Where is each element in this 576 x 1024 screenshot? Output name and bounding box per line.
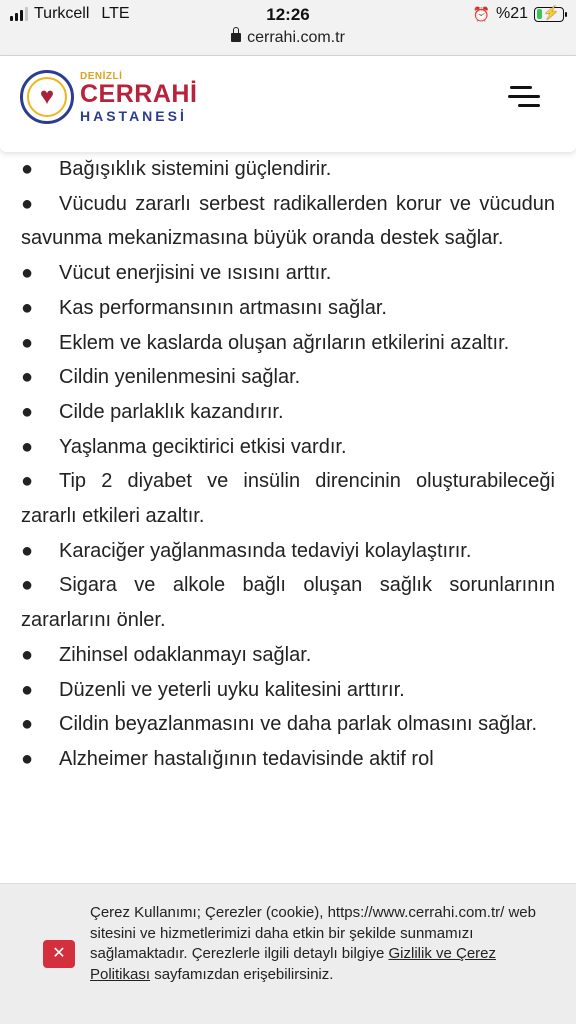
bullet-icon: ● bbox=[21, 435, 34, 458]
privacy-policy-link[interactable]: Gizlilik ve Çerez Politikası bbox=[90, 945, 497, 983]
battery-percentage: %21 bbox=[495, 5, 528, 22]
benefits-list bbox=[21, 152, 555, 777]
cookie-text-before: Çerez Kullanımı; Çerezler (cookie), https://www.cerrahi.com.tr/ web sitesini ve hizmetlerimizi daha etkin bir şekilde sunmamızı sağlamaktadır. Çerezlerle ilgili detaylı bilgiye bbox=[90, 904, 536, 962]
list-item bbox=[21, 534, 555, 569]
site-logo[interactable] bbox=[20, 70, 197, 124]
bullet-icon: ● bbox=[21, 262, 34, 285]
list-item bbox=[21, 464, 555, 533]
list-item-text: Yaşlanma geciktirici etkisi vardır. bbox=[59, 435, 347, 458]
status-icons bbox=[473, 5, 564, 23]
alarm-icon: ⏰ bbox=[472, 5, 490, 22]
charging-bolt-icon: ⚡ bbox=[543, 4, 560, 20]
heart-icon: ♥ bbox=[39, 83, 55, 110]
site-header bbox=[0, 56, 576, 152]
hospital-seal-icon bbox=[20, 70, 74, 124]
list-item-text: Kas performansının artmasını sağlar. bbox=[59, 296, 387, 319]
list-item bbox=[21, 360, 555, 395]
cookie-banner bbox=[0, 883, 576, 1024]
bullet-icon: ● bbox=[21, 713, 34, 736]
list-item bbox=[21, 326, 555, 361]
bullet-icon: ● bbox=[21, 158, 34, 180]
list-item-text: Cildin yenilenmesini sağlar. bbox=[59, 366, 301, 389]
network-type: LTE bbox=[101, 5, 130, 22]
list-item bbox=[21, 187, 555, 256]
list-item-text: Karaciğer yağlanmasında tedaviyi kolaylaştırır. bbox=[59, 539, 472, 562]
logo-subtitle: HASTANESİ bbox=[80, 107, 187, 124]
list-item-text: Vücudu zararlı serbest radikallerden korur ve vücudun savunma mekanizmasına büyük oranda destek sağlar. bbox=[21, 192, 555, 250]
list-item bbox=[21, 638, 555, 673]
bullet-icon: ● bbox=[21, 296, 34, 319]
bullet-icon: ● bbox=[21, 747, 34, 770]
list-item bbox=[21, 430, 555, 465]
list-item-text: Tip 2 diyabet ve insülin direncinin oluşturabileceği zararlı etkileri azaltır. bbox=[21, 470, 555, 528]
cookie-text-after: sayfamızdan erişebilirsiniz. bbox=[150, 965, 334, 983]
bullet-icon: ● bbox=[21, 192, 34, 215]
list-item bbox=[21, 256, 555, 291]
list-item-text: Zihinsel odaklanmayı sağlar. bbox=[59, 643, 312, 666]
article-content bbox=[21, 152, 555, 777]
status-bar bbox=[0, 0, 576, 56]
list-item bbox=[21, 673, 555, 708]
list-item bbox=[21, 568, 555, 637]
battery-icon bbox=[534, 4, 564, 22]
list-item bbox=[21, 395, 555, 430]
url-text: cerrahi.com.tr bbox=[247, 29, 345, 46]
battery-fill bbox=[537, 9, 542, 19]
list-item-text: Alzheimer hastalığının tedavisinde aktif rol bbox=[59, 747, 434, 770]
logo-name: CERRAHİ bbox=[80, 79, 198, 108]
bullet-icon: ● bbox=[21, 643, 34, 666]
list-item-text: Eklem ve kaslarda oluşan ağrıların etkilerini azaltır. bbox=[59, 331, 510, 354]
list-item-text: Vücut enerjisini ve ısısını arttır. bbox=[59, 262, 332, 285]
bullet-icon: ● bbox=[21, 400, 34, 423]
list-item bbox=[21, 291, 555, 326]
logo-wordmark bbox=[80, 72, 197, 123]
lock-icon bbox=[231, 33, 241, 42]
bullet-icon: ● bbox=[21, 574, 34, 597]
list-item-text: Cilde parlaklık kazandırır. bbox=[59, 400, 284, 423]
cookie-close-button[interactable]: ✕ bbox=[43, 940, 75, 968]
list-item bbox=[21, 152, 555, 187]
bullet-icon: ● bbox=[21, 470, 34, 493]
logo-city: DENİZLİ bbox=[80, 70, 123, 82]
list-item-text: Bağışıklık sistemini güçlendirir. bbox=[59, 158, 332, 180]
list-item-text: Sigara ve alkole bağlı oluşan sağlık sorunlarının zararlarını önler. bbox=[21, 574, 555, 632]
list-item-text: Düzenli ve yeterli uyku kalitesini arttırır. bbox=[59, 678, 405, 701]
list-item-text: Cildin beyazlanmasını ve daha parlak olmasını sağlar. bbox=[59, 713, 538, 736]
hamburger-menu-icon[interactable] bbox=[508, 86, 540, 110]
bullet-icon: ● bbox=[21, 366, 34, 389]
bullet-icon: ● bbox=[21, 678, 34, 701]
bullet-icon: ● bbox=[21, 539, 34, 562]
cookie-notice-text bbox=[90, 903, 550, 985]
carrier-name: Turkcell bbox=[34, 5, 90, 22]
list-item bbox=[21, 742, 555, 777]
address-bar[interactable] bbox=[0, 29, 576, 47]
list-item bbox=[21, 707, 555, 742]
clock: 12:26 bbox=[266, 5, 310, 24]
bullet-icon: ● bbox=[21, 331, 34, 354]
